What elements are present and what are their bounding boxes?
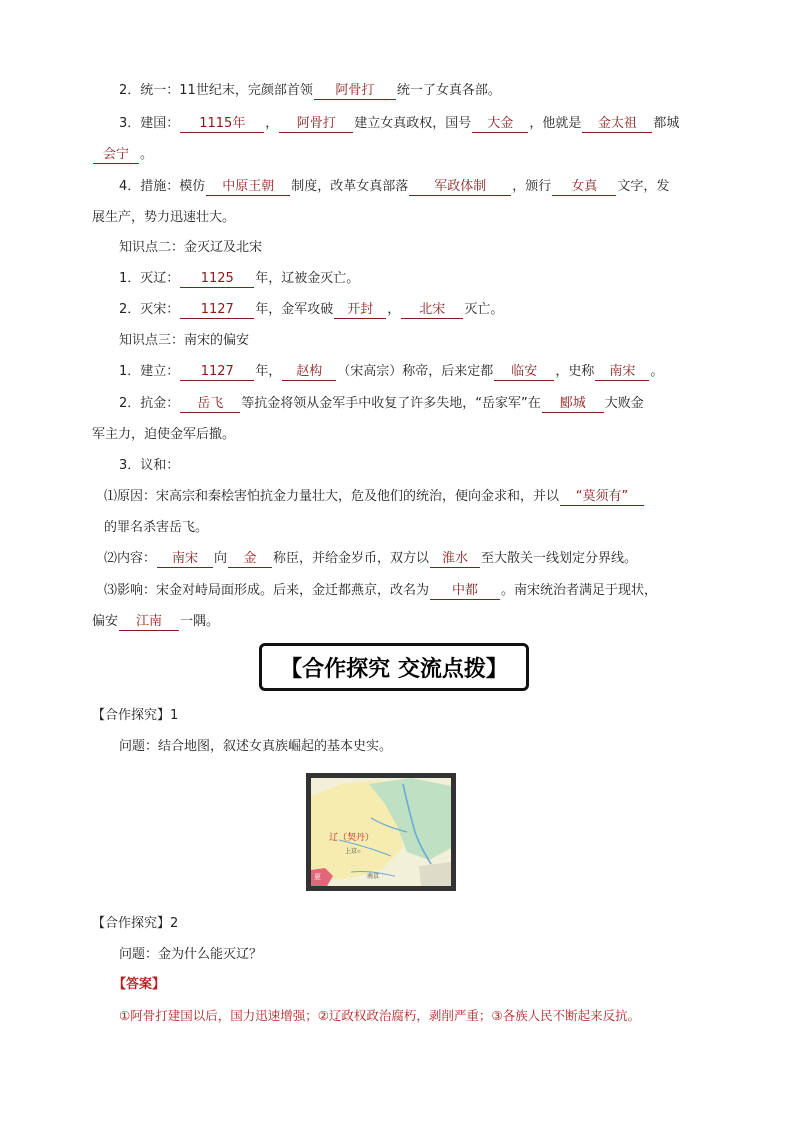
line-founding: 3．建国： 1115年 ， 阿骨打 建立女真政权，国号 大金 ，他就是 金太祖 都城 — [119, 116, 680, 131]
line-reason-cont: 的罪名杀害岳飞。 — [104, 520, 209, 535]
line-resist: 2．抗金： 岳飞 等抗金将领从金军手中收复了许多失地，“岳家军”在 郾城 大败金 — [119, 396, 644, 411]
answer-blank: 女真 — [552, 178, 616, 196]
answer-blank: 金 — [228, 550, 272, 568]
answer-blank: 会宁 — [93, 146, 139, 164]
map-label-nanjing: 南京 — [367, 874, 380, 880]
cooperation-banner: 【合作探究 交流点拨】 — [259, 643, 529, 691]
answer-blank: 淮水 — [430, 550, 480, 568]
jurchen-rise-map — [306, 773, 456, 891]
line-destroy-liao: 1．灭辽： 1125 年，辽被金灭亡。 — [119, 271, 360, 286]
answer-blank: 江南 — [119, 613, 179, 631]
line-impact: ⑶影响：宋金对峙局面形成。后来，金迁都燕京，改名为 中都 。南宋统治者满足于现状， — [104, 583, 658, 598]
section-3-title: 知识点三：南宋的偏安 — [119, 333, 250, 348]
section-2-title: 知识点二：金灭辽及北宋 — [119, 240, 263, 255]
answer-blank: 阿骨打 — [314, 82, 396, 100]
answer-blank: 中都 — [430, 582, 500, 600]
answer-blank: 大金 — [472, 115, 528, 133]
answer-blank: 1125 — [180, 270, 254, 288]
line-measures: 4．措施：模仿 中原王朝 制度，改革女真部落 军政体制 ，颁行 女真 文字，发 — [119, 179, 670, 194]
coop-2-question: 问题：金为什么能灭辽？ — [119, 947, 263, 962]
line-resist-cont: 军主力，迫使金军后撤。 — [92, 427, 236, 442]
answer-blank: “莫须有” — [560, 488, 644, 506]
answer-blank: 赵构 — [282, 363, 336, 381]
answer-tag: 【答案】 — [113, 977, 166, 992]
answer-blank: 岳飞 — [180, 395, 240, 413]
answer-blank: 临安 — [494, 363, 554, 381]
line-content: ⑵内容： 南宋 向 金 称臣，并给金岁币，双方以 淮水 至大散关一线划定分界线。 — [104, 551, 638, 566]
answer-blank: 开封 — [334, 301, 386, 319]
coop-1-title: 【合作探究】1 — [92, 708, 179, 723]
map-graphic — [311, 778, 451, 886]
map-label-xia: 夏 — [314, 874, 321, 881]
answer-blank: 郾城 — [542, 395, 604, 413]
korea-territory — [419, 862, 451, 886]
coop-1-question: 问题：结合地图，叙述女真族崛起的基本史实。 — [119, 739, 393, 754]
answer-blank: 阿骨打 — [279, 115, 353, 133]
answer-blank: 中原王朝 — [206, 178, 290, 196]
answer-blank: 1127 — [180, 363, 254, 381]
line-founding-cont: 会宁 。 — [92, 145, 153, 165]
line-measures-cont: 展生产，势力迅速壮大。 — [92, 210, 236, 225]
line-impact-cont: 偏安 江南 一隅。 — [92, 614, 220, 629]
map-label-liao: 辽（契丹） — [329, 832, 375, 842]
answer-blank: 南宋 — [595, 363, 649, 381]
line-establish: 1．建立： 1127 年， 赵构 （宋高宗）称帝，后来定都 临安 ，史称 南宋 。 — [119, 364, 664, 379]
map-label-shangjing: 上京○ — [345, 849, 361, 855]
line-reason: ⑴原因：宋高宗和秦桧害怕抗金力量壮大，危及他们的统治，便向金求和，并以 “莫须有” — [104, 487, 645, 507]
answer-blank: 南宋 — [157, 550, 213, 568]
coop-2-title: 【合作探究】2 — [92, 916, 179, 931]
line-peace: 3．议和： — [119, 458, 180, 473]
answer-blank: 北宋 — [401, 301, 463, 319]
answer-blank: 1115年 — [180, 115, 264, 133]
line-destroy-song: 2．灭宋： 1127 年，金军攻破 开封 ， 北宋 灭亡。 — [119, 302, 504, 317]
answer-text: ①阿骨打建国以后，国力迅速增强；②辽政权政治腐朽，剥削严重；③各族人民不断起来反抗。 — [119, 1008, 641, 1023]
answer-blank: 军政体制 — [409, 178, 511, 196]
answer-blank: 金太祖 — [582, 115, 652, 133]
answer-blank: 1127 — [180, 301, 254, 319]
line-unification: 2．统一：11世纪末，完颜部首领 阿骨打 统一了女真各部。 — [119, 83, 501, 98]
